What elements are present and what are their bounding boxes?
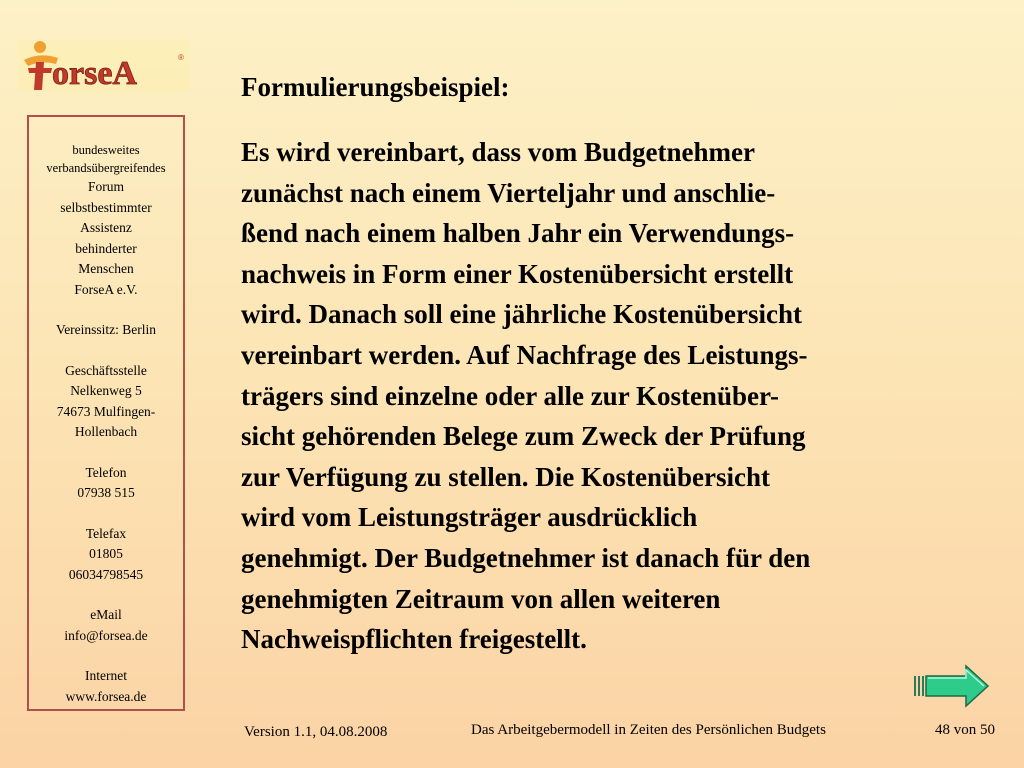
sidebar-line: ForseA e.V. [74,281,138,297]
sidebar-line: verbandsübergreifendes [46,161,166,175]
body-line: zur Verfügung zu stellen. Die Kostenübersicht [241,461,771,492]
sidebar-block [29,361,183,443]
body-line: ßend nach einem halben Jahr ein Verwendungs- [241,218,795,249]
sidebar-block [29,524,183,586]
body-line: wird vom Leistungsträger ausdrücklich [241,502,698,533]
sidebar-line: bundesweites [72,143,140,157]
sidebar-line: Forum [87,179,124,194]
logo-wordmark: orseA [52,55,137,92]
sidebar-line: eMail [90,607,122,622]
sidebar-line: Internet [85,668,127,683]
body-line: genehmigt. Der Budgetnehmer ist danach für den [241,542,811,573]
body-line: genehmigten Zeitraum von allen weiteren [241,583,721,614]
sidebar-line: selbstbestimmter [60,199,152,215]
sidebar-line: 07938 515 [77,485,135,500]
sidebar-line: Hollenbach [74,424,138,439]
slide-body-text [241,132,981,660]
next-slide-button[interactable] [912,664,990,708]
sidebar-line: info@forsea.de [64,627,148,643]
body-line: trägers sind einzelne oder alle zur Kostenüber- [241,380,779,411]
sidebar-line: 06034798545 [68,566,144,582]
body-line: vereinbart werden. Auf Nachfrage des Leistungs- [241,339,808,370]
sidebar-line: www.forsea.de [65,688,147,704]
sidebar-block [29,141,183,300]
sidebar-line: Telefon [85,464,127,480]
body-line: sicht gehörenden Belege zum Zweck der Prüfung [241,421,806,452]
sidebar-line: 74673 Mulfingen- [56,403,156,419]
sidebar-block [29,605,183,646]
body-line: Es wird vereinbart, dass vom Budgetnehmer [241,137,756,167]
sidebar-line: Vereinssitz: Berlin [55,322,157,337]
footer-page-number: 48 von 50 [935,722,995,738]
sidebar-line: Menschen [78,261,134,276]
sidebar-block [29,463,183,504]
sidebar-block [29,320,183,341]
sidebar-block [29,666,183,707]
sidebar-line: Telefax [85,525,127,541]
body-line: nachweis in Form einer Kostenübersicht erstellt [241,258,794,289]
sidebar-line: Geschäftsstelle [65,362,147,378]
arrow-right-icon [912,664,990,708]
forsea-logo [18,40,190,92]
body-line: Nachweispflichten freigestellt. [241,624,587,655]
footer-presentation-title: Das Arbeitgebermodell in Zeiten des Persönlichen Budgets [471,722,826,738]
body-line: zunächst nach einem Vierteljahr und anschlie- [241,177,776,208]
sidebar-line: Nelkenweg 5 [70,383,142,398]
svg-text:®: ® [178,53,184,62]
sidebar-line: behinderter [75,240,137,256]
sidebar-contact-box [27,115,185,711]
sidebar-line: Assistenz [80,220,132,235]
footer-version: Version 1.1, 04.08.2008 [244,724,388,740]
sidebar-line: 01805 [89,546,123,561]
body-line: wird. Danach soll eine jährliche Kostenübersicht [241,299,802,330]
slide-heading: Formulierungsbeispiel: [241,72,510,102]
